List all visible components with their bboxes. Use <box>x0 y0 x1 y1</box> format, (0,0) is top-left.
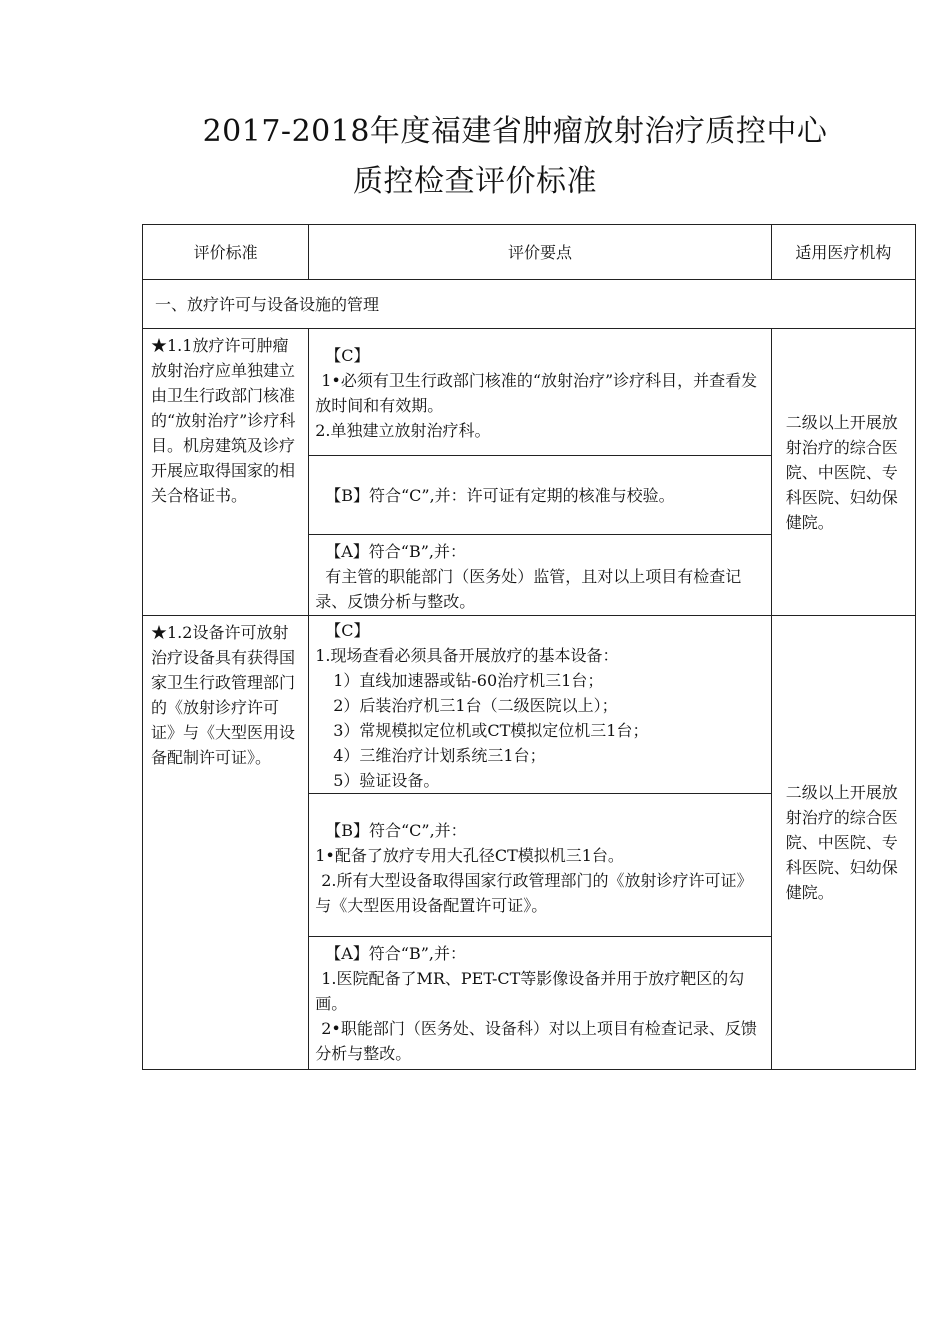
document-subtitle: 质控检查评价标准 <box>353 164 597 199</box>
requirement-line: 2•职能部门（医务处、设备科）对以上项目有检查记录、反馈分析与整改。 <box>315 1019 757 1063</box>
requirement-line: 5）验证设备。 <box>333 771 440 790</box>
requirement-line: 【B】符合“C”,并：许可证有定期的核准与校验。 <box>325 485 675 505</box>
standard-1-1: ★1.1放疗许可肿瘤放射治疗应单独建立由卫生行政部门核准的“放射治疗”诊疗科目。机房建筑及诊疗开展应取得国家的相关合格证书。 <box>143 329 309 616</box>
requirement-line: 1.医院配备了MR、PET-CT等影像设备并用于放疗靶区的勾画。 <box>315 969 745 1013</box>
level-label: 【A】符合“B”,并： <box>325 944 466 963</box>
level-label: 【C】 <box>325 346 370 365</box>
requirement-line: 1.现场查看必须具备开展放疗的基本设备： <box>315 646 619 665</box>
requirement-line: 有主管的职能部门（医务处）监管，且对以上项目有检查记录、反馈分析与整改。 <box>315 567 742 611</box>
header-standard: 评价标准 <box>143 225 309 280</box>
level-c-cell <box>309 616 772 794</box>
standard-1-2: ★1.2设备许可放射治疗设备具有获得国家卫生行政管理部门的《放射诊疗许可证》与《大型医用设备配制许可证》。 <box>143 616 309 1070</box>
document-title: 2017-2018年度福建省肿瘤放射治疗质控中心 <box>202 114 828 149</box>
requirement-line: 1）直线加速器或钻-60治疗机三1台； <box>333 671 604 690</box>
requirement-line: 1•必须有卫生行政部门核准的“放射治疗”诊疗科目，并查看发放时间和有效期。 <box>315 371 758 415</box>
requirement-line: 3）常规模拟定位机或CT模拟定位机三1台； <box>333 721 649 740</box>
level-label: 【C】 <box>325 621 370 640</box>
section-row <box>143 280 916 329</box>
section-title: 一、放疗许可与设备设施的管理 <box>143 280 916 329</box>
table-header-row <box>143 225 916 280</box>
level-c-cell <box>309 329 772 456</box>
header-key-points: 评价要点 <box>309 225 772 280</box>
requirement-line: 4）三维治疗计划系统三1台； <box>333 746 546 765</box>
level-label: 【B】符合“C”,并： <box>325 821 467 840</box>
requirement-line: 2）后装治疗机三1台（二级医院以上）； <box>333 696 618 715</box>
scope-1-1: 二级以上开展放射治疗的综合医院、中医院、专科医院、妇幼保健院。 <box>771 329 915 616</box>
evaluation-table <box>142 224 916 1070</box>
level-a-cell <box>309 937 772 1070</box>
level-b-cell <box>309 456 772 535</box>
header-institutions: 适用医疗机构 <box>771 225 915 280</box>
level-b-cell <box>309 794 772 937</box>
requirement-line: 2.所有大型设备取得国家行政管理部门的《放射诊疗许可证》与《大型医用设备配置许可证》。 <box>315 871 753 915</box>
table-row <box>143 616 916 794</box>
table-row <box>143 329 916 456</box>
requirement-line: 2.单独建立放射治疗科。 <box>315 421 491 440</box>
level-label: 【A】符合“B”,并： <box>325 542 466 561</box>
scope-1-2: 二级以上开展放射治疗的综合医院、中医院、专科医院、妇幼保健院。 <box>771 616 915 1070</box>
requirement-line: 1•配备了放疗专用大孔径CT模拟机三1台。 <box>315 846 624 865</box>
level-a-cell <box>309 535 772 616</box>
